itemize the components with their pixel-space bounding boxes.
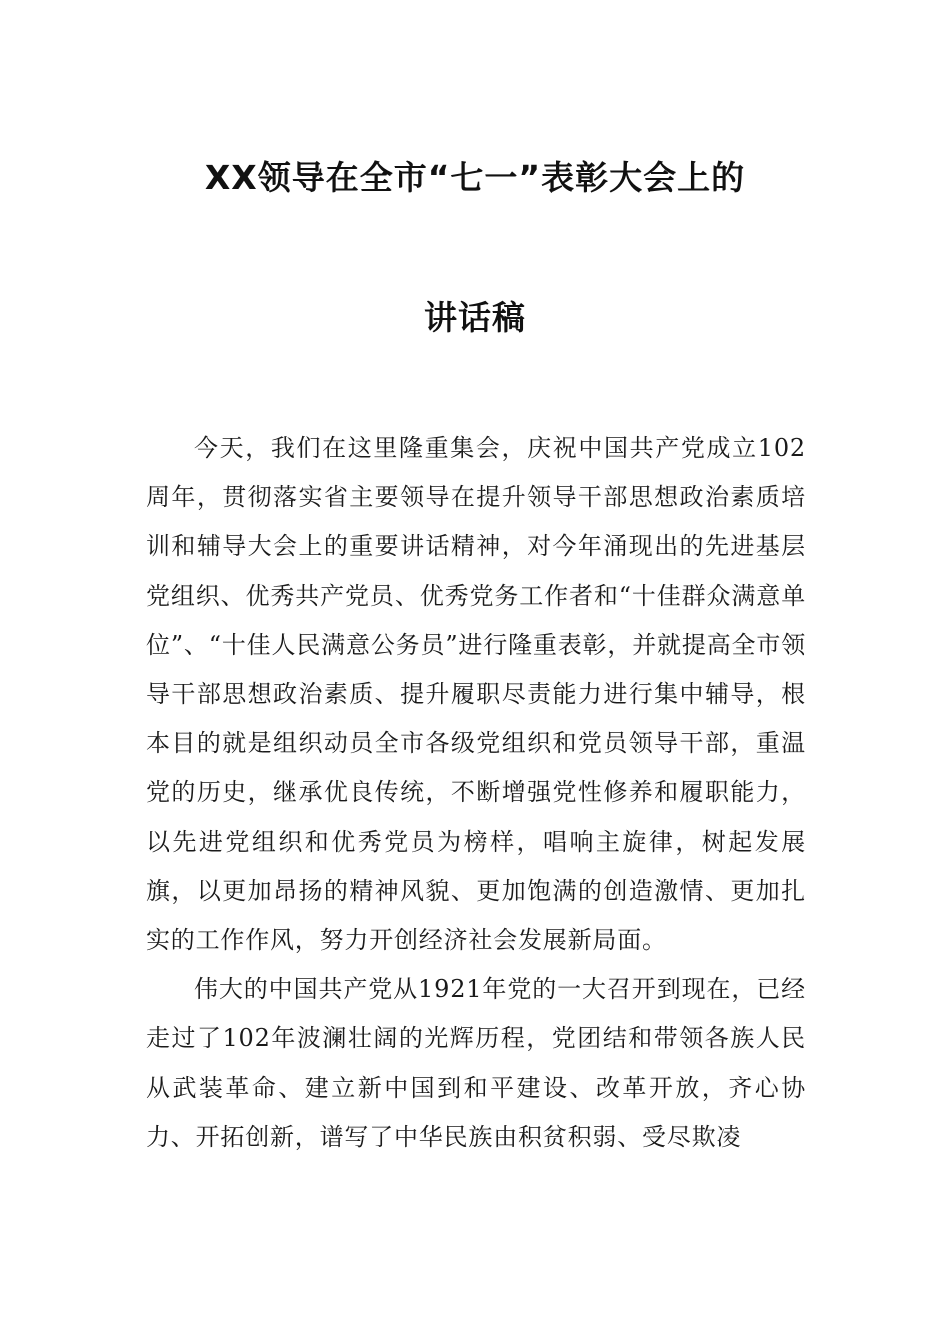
- document-body: [146, 424, 806, 1162]
- document-title-line-1: XX领导在全市“七一”表彰大会上的: [204, 158, 746, 197]
- document-title-line-2: 讲话稿: [424, 298, 526, 337]
- body-paragraph-2: 伟大的中国共产党从1921年党的一大召开到现在，已经走过了102年波澜壮阔的光辉历程，党团结和带领各族人民从武装革命、建立新中国到和平建设、改革开放，齐心协力、开拓创新，谱写了中华民族由积贫积弱、受尽欺凌: [146, 975, 806, 1151]
- body-paragraph-1: 今天，我们在这里隆重集会，庆祝中国共产党成立102周年，贯彻落实省主要领导在提升领导干部思想政治素质培训和辅导大会上的重要讲话精神，对今年涌现出的先进基层党组织、优秀共产党员、优秀党务工作者和“十佳群众满意单位”、“十佳人民满意公务员”进行隆重表彰，并就提高全市领导干部思想政治素质、提升履职尽责能力进行集中辅导，根本目的就是组织动员全市各级党组织和党员领导干部，重温党的历史，继承优良传统，不断增强党性修养和履职能力，以先进党组织和优秀党员为榜样，唱响主旋律，树起发展旗，以更加昂扬的精神风貌、更加饱满的创造激情、更加扎实的工作作风，努力开创经济社会发展新局面。: [146, 434, 806, 955]
